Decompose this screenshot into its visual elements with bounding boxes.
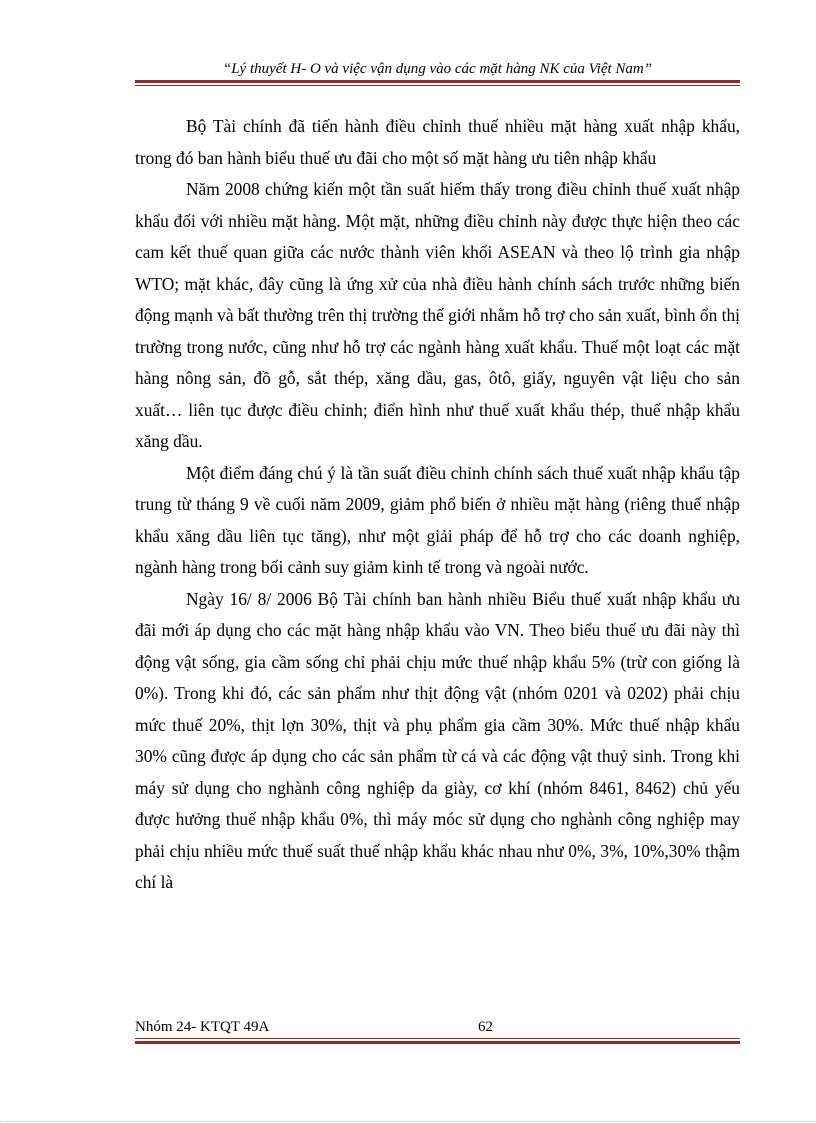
header-rule-thin [135, 85, 740, 86]
page-edge-divider [0, 1121, 816, 1122]
paragraph: Ngày 16/ 8/ 2006 Bộ Tài chính ban hành nhiều Biểu thuế xuất nhập khẩu ưu đãi mới áp dụng cho các mặt hàng nhập khẩu vào VN. Theo biểu thuế ưu đãi này thì động vật sống, gia cầm sống chỉ phải chịu mức thuế nhập khẩu 5% (trừ con giống là 0%). Trong khi đó, các sản phẩm như thịt động vật (nhóm 0201 và 0202) phải chịu mức thuế 20%, thịt lợn 30%, thịt và phụ phẩm gia cầm 30%. Mức thuế nhập khẩu 30% cũng được áp dụng cho các sản phẩm từ cá và các động vật thuỷ sinh. Trong khi máy sử dụng cho nghành công nghiệp da giày, cơ khí (nhóm 8461, 8462) chủ yếu được hưởng thuế nhập khẩu 0%, thì máy móc sử dụng cho nghành công nghiệp may phải chịu nhiều mức thuế suất thuế nhập khẩu khác nhau như 0%, 3%, 10%,30% thậm chí là [135, 588, 740, 892]
header-rule-thick [135, 80, 740, 83]
body-text [135, 111, 740, 899]
paragraph: Một điểm đáng chú ý là tần suất điều chỉnh chính sách thuế xuất nhập khẩu tập trung từ tháng 9 về cuối năm 2009, giảm phổ biến ở nhiều mặt hàng (riêng thuế nhập khẩu xăng dầu liên tục tăng), như một giải pháp để hỗ trợ cho các doanh nghiệp, ngành hàng trong bối cảnh suy giảm kinh tế trong và ngoài nước. [135, 462, 740, 577]
footer-group-label: Nhóm 24- KTQT 49A [135, 1019, 270, 1035]
footer-page-number: 62 [478, 1019, 493, 1035]
page-header-title: “Lý thuyết H- O và việc vận dụng vào các mặt hàng NK của Việt Nam” [222, 61, 653, 77]
paragraph: Năm 2008 chứng kiến một tần suất hiếm thấy trong điều chỉnh thuế xuất nhập khẩu đối với nhiều mặt hàng. Một mặt, những điều chỉnh này được thực hiện theo các cam kết thuế quan giữa các nước thành viên khối ASEAN và theo lộ trình gia nhập WTO; mặt khác, đây cũng là ứng xử của nhà điều hành chính sách trước những biến động mạnh và bất thường trên thị trường thế giới nhằm hỗ trợ cho sản xuất, bình ổn thị trường trong nước, cũng như hỗ trợ các ngành hàng xuất khẩu. Thuế một loạt các mặt hàng nông sản, đồ gỗ, sắt thép, xăng dầu, gas, ôtô, giấy, nguyên vật liệu cho sản xuất… liên tục được điều chỉnh; điển hình như thuế xuất khẩu thép, thuế nhập khẩu xăng dầu. [135, 179, 740, 451]
footer-rule-thin [135, 1038, 740, 1039]
footer-rule-thick [135, 1041, 740, 1044]
paragraph: Bộ Tài chính đã tiến hành điều chỉnh thuế nhiều mặt hàng xuất nhập khẩu, trong đó ban hành biểu thuế ưu đãi cho một số mặt hàng ưu tiên nhập khẩu [135, 116, 740, 168]
